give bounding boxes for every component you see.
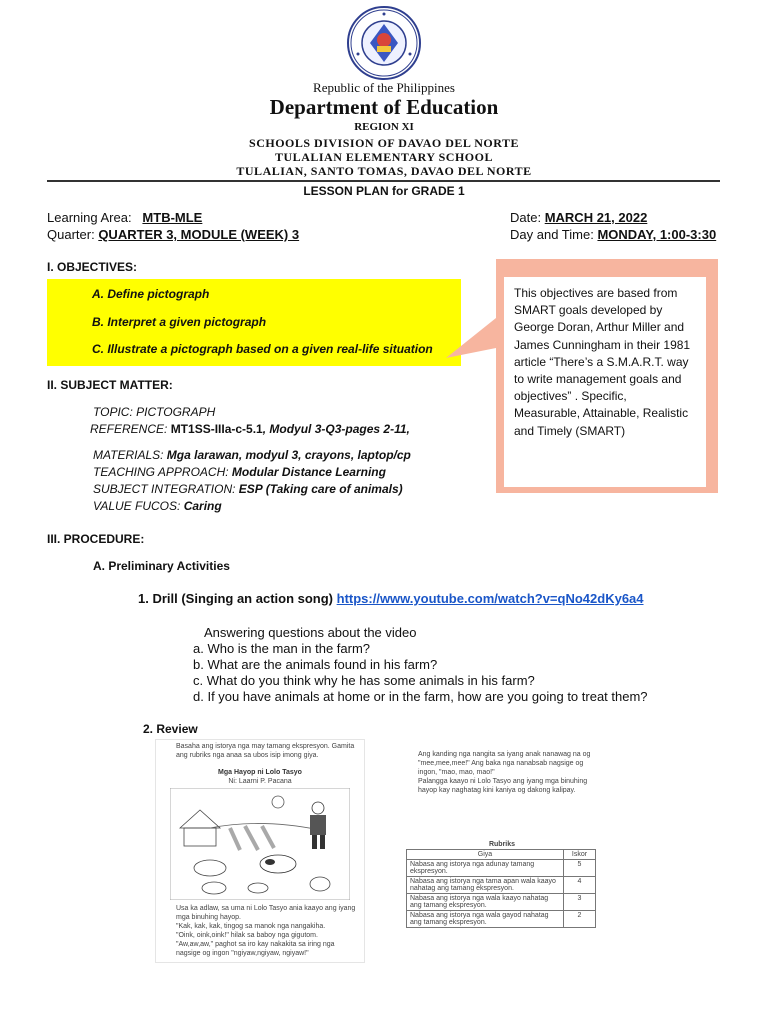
topic-line: TOPIC: PICTOGRAPH: [93, 405, 216, 419]
rubric-header-row: [407, 850, 596, 860]
reference-line: [90, 422, 410, 436]
approach-label: TEACHING APPROACH:: [93, 465, 232, 479]
drill-label: 1. Drill (Singing an action song): [138, 591, 337, 606]
rubric-score: 2: [564, 911, 596, 928]
deped-seal: [347, 6, 421, 80]
worksheet-story-title: Mga Hayop ni Lolo Tasyo: [218, 769, 302, 776]
date-label: Date:: [510, 210, 542, 225]
rubric-col-giya: Giya: [407, 850, 564, 860]
worksheet-right-image: [404, 748, 600, 952]
worksheet-left-image: [155, 739, 365, 963]
question-item: c. What do you think why he has some animals in his farm?: [193, 673, 535, 688]
integration-label: SUBJECT INTEGRATION:: [93, 482, 239, 496]
objectives-heading: I. OBJECTIVES:: [47, 260, 138, 274]
value-focus-label: VALUE FUCOS:: [93, 499, 184, 513]
department-title: Department of Education: [269, 95, 499, 119]
rubric-table: [406, 849, 596, 928]
rubric-row: [407, 860, 596, 877]
rubric-criterion: Nabasa ang istorya nga wala gayod nahatag ang tamang ekspresyon.: [407, 911, 564, 928]
value-focus-line: [93, 499, 222, 513]
school-name: TULALIAN ELEMENTARY SCHOOL: [275, 150, 493, 164]
quarter-label: Quarter:: [47, 227, 95, 242]
division-label: SCHOOLS DIVISION OF DAVAO DEL NORTE: [249, 136, 519, 150]
approach-value: Modular Distance Learning: [231, 465, 386, 479]
school-address: TULALIAN, SANTO TOMAS, DAVAO DEL NORTE: [236, 164, 532, 178]
objective-item: A. Define pictograph: [92, 287, 210, 301]
rubric-score: 3: [564, 894, 596, 911]
region-label: REGION XI: [354, 121, 414, 133]
question-item: a. Who is the man in the farm?: [193, 641, 371, 656]
materials-line: [93, 448, 411, 462]
question-item: d. If you have animals at home or in the farm, how are you going to treat them?: [193, 689, 648, 704]
quarter-row: [47, 227, 299, 242]
rubric-criterion: Nabasa ang istorya nga tama apan wala kaayo nahatag ang tamang ekspresyon.: [407, 877, 564, 894]
value-focus-value: Caring: [183, 499, 222, 513]
worksheet-right-story: Ang kanding nga nangita sa iyang anak nanawag na og "mee,mee,mee!" Ang baka nga nanabsab nagsige og ingon, "mao, mao, mao!" Palangga kaayo ni Lolo Tasyo ang iyang mga binuhing hayop kay naghatag kini kaniya og dakong kalipay.: [418, 751, 591, 794]
worksheet-author: Ni: Laarni P. Pacana: [228, 778, 292, 785]
lesson-plan-title: LESSON PLAN for GRADE 1: [303, 184, 465, 198]
objective-item: C. Illustrate a pictograph based on a given real-life situation: [92, 342, 433, 356]
materials-value: Mga larawan, modyul 3, crayons, laptop/cp: [166, 448, 411, 462]
preliminary-heading: A. Preliminary Activities: [93, 559, 230, 573]
questions-intro: Answering questions about the video: [204, 625, 417, 640]
callout-body: [504, 277, 706, 487]
rubric-col-iskor: Iskor: [564, 850, 596, 860]
procedure-heading: III. PROCEDURE:: [47, 532, 145, 546]
daytime-label: Day and Time:: [510, 227, 594, 242]
rubric-criterion: Nabasa ang istorya nga wala kaayo nahatag ang tamang ekspresyon.: [407, 894, 564, 911]
callout-text: This objectives are based from SMART goals developed by George Doran, Arthur Miller and James Cunningham in their 1981 article “There’s a S.M.A.R.T. way to write management goals and objectives” . Specific, Measurable, Attainable, Realistic and Timely (SMART): [514, 286, 691, 438]
approach-line: [93, 465, 386, 479]
rubric-criterion: Nabasa ang istorya nga adunay tamang ekspresyon.: [407, 860, 564, 877]
republic-title: Republic of the Philippines: [313, 80, 455, 95]
worksheet-instructions: Basaha ang istorya nga may tamang ekspresyon. Gamita ang rubriks nga anaa sa ubos isip imong giya.: [176, 743, 355, 759]
rubric-score: 5: [564, 860, 596, 877]
worksheet-story-text: Usa ka adlaw, sa uma ni Lolo Tasyo ania kaayo ang iyang mga binuhing hayop. "Kak, kak, kak, tingog sa manok nga nangakiha. "Oink, oink,oink!" hilak sa baboy nga gigutom. "Aw,aw,aw," paghot sa iro kay nakakita sa iring nga nagsige og ingon "ngiyaw,ngiyaw, ngiyaw!": [176, 905, 356, 957]
smart-callout: [496, 259, 718, 493]
objective-item: B. Interpret a given pictograph: [92, 315, 267, 329]
subject-matter-heading: II. SUBJECT MATTER:: [47, 378, 173, 392]
integration-line: [93, 482, 403, 496]
reference-label: REFERENCE:: [90, 422, 171, 436]
materials-label: MATERIALS:: [93, 448, 167, 462]
rubric-row: [407, 911, 596, 928]
review-heading: 2. Review: [143, 722, 198, 736]
rubric-title: Rubriks: [488, 841, 516, 848]
daytime-value: MONDAY, 1:00-3:30: [597, 227, 717, 242]
reference-rest: , Modyul 3-Q3-pages 2-11,: [262, 422, 410, 436]
rubric-row: [407, 894, 596, 911]
quarter-value: QUARTER 3, MODULE (WEEK) 3: [98, 227, 300, 242]
date-row: [510, 210, 647, 225]
drill-video-link[interactable]: https://www.youtube.com/watch?v=qNo42dKy6a4: [336, 591, 644, 606]
objectives-highlight: [47, 279, 461, 366]
rubric-score: 4: [564, 877, 596, 894]
drill-line: [138, 591, 644, 606]
date-value: MARCH 21, 2022: [544, 210, 648, 225]
reference-code: MT1SS-IIIa-c-5.1: [170, 422, 263, 436]
learning-area-value: MTB-MLE: [142, 210, 203, 225]
daytime-row: [510, 227, 716, 242]
question-item: b. What are the animals found in his farm?: [193, 657, 438, 672]
rubric-row: [407, 877, 596, 894]
header-divider: [47, 180, 720, 182]
integration-value: ESP (Taking care of animals): [238, 482, 403, 496]
learning-area-row: [47, 210, 202, 225]
learning-area-label: Learning Area:: [47, 210, 132, 225]
farm-illustration: [170, 788, 350, 900]
